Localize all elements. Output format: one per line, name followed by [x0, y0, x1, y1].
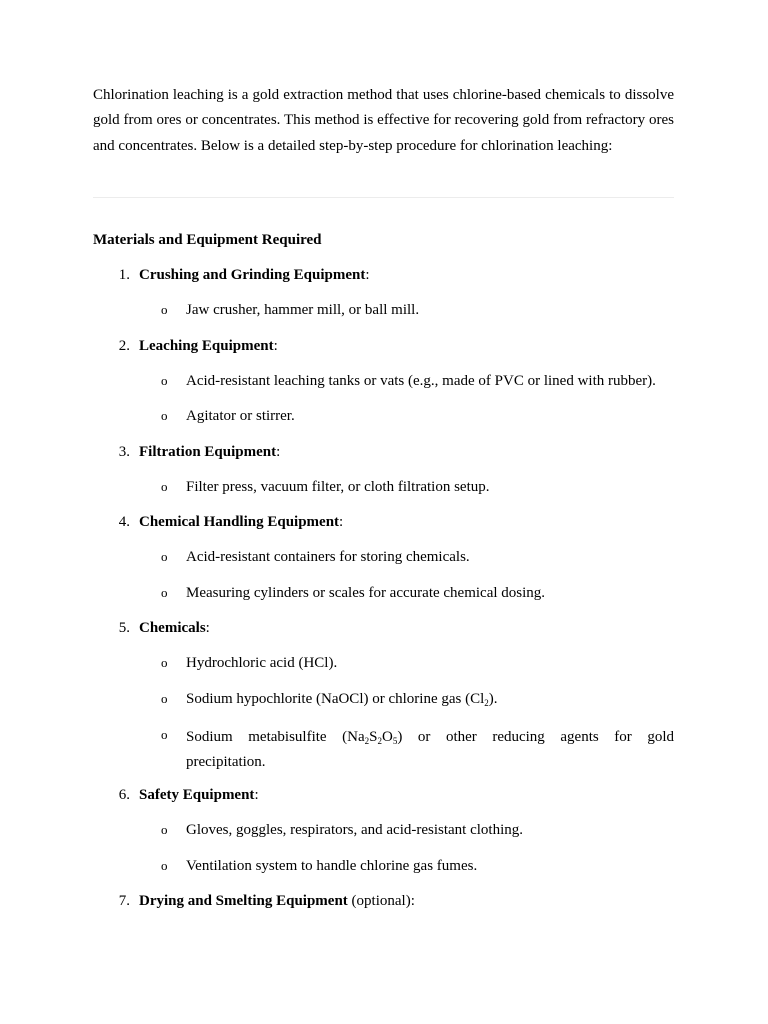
divider [93, 197, 674, 198]
list-item-text [139, 618, 210, 638]
list-number: 4. [118, 514, 130, 530]
sub-item-text: Acid-resistant containers for storing chemicals. [186, 549, 470, 565]
continuation-line: precipitation. [186, 754, 266, 770]
bullet-icon: o [161, 691, 168, 706]
list-item-title: Drying and Smelting Equipment [139, 893, 348, 909]
list-item-title: Filtration Equipment [139, 444, 277, 460]
word: or [417, 729, 431, 745]
list-number: 2. [118, 338, 130, 354]
chemical-formula [342, 725, 402, 750]
chemical-text-end: ). [488, 691, 498, 707]
list-item-text [139, 785, 259, 805]
bullet-icon: o [161, 822, 168, 837]
list-item-text [139, 891, 415, 911]
list-item-title: Safety Equipment [139, 787, 255, 803]
list-number: 1. [118, 267, 130, 283]
bullet-icon: o [161, 373, 168, 388]
sub-item-text: Agitator or stirrer. [186, 408, 295, 424]
word: other [445, 729, 477, 745]
list-item-suffix: : [276, 444, 281, 460]
sub-item-text: Filter press, vacuum filter, or cloth filtration setup. [186, 479, 490, 495]
chemical-text: Sodium hypochlorite (NaOCl) or chlorine gas (Cl [186, 691, 485, 707]
subscript: 2 [377, 736, 382, 746]
list-item-title: Crushing and Grinding Equipment [139, 267, 366, 283]
formula-part: (Na [342, 729, 365, 745]
subscript: 5 [392, 736, 398, 746]
word: metabisulfite [248, 729, 327, 745]
list-number: 6. [118, 787, 130, 803]
list-item-text [139, 442, 280, 462]
sub-item-text: Gloves, goggles, respirators, and acid-resistant clothing. [186, 822, 524, 838]
word: agents [560, 729, 599, 745]
bullet-icon: o [161, 479, 168, 494]
bullet-icon: o [161, 408, 168, 423]
word: Sodium [186, 729, 233, 745]
word: gold [647, 729, 674, 745]
list-item-suffix: (optional): [347, 893, 415, 909]
sub-item-text: Hydrochloric acid (HCl). [186, 655, 338, 671]
bullet-icon: o [161, 585, 168, 600]
sub-item-text: Acid-resistant leaching tanks or vats (e.g., made of PVC or lined with rubber). [186, 373, 656, 389]
list-item-title: Leaching Equipment [139, 338, 274, 354]
bullet-icon: o [161, 727, 168, 742]
sub-item-text [186, 689, 498, 709]
bullet-icon: o [161, 858, 168, 873]
formula-part: ) [397, 729, 403, 745]
list-item-suffix: : [254, 787, 259, 803]
list-item-text [139, 265, 370, 285]
justified-line [186, 725, 674, 750]
subscript: 2 [364, 736, 370, 746]
intro-paragraph: Chlorination leaching is a gold extraction method that uses chlorine-based chemicals to dissolve gold from ores or concentrates. This method is effective for recovering gold from refractory ores and concentrates. Below is a detailed step-by-step procedure for chlorination leaching: [93, 87, 674, 154]
bullet-icon: o [161, 655, 168, 670]
list-item-suffix: : [339, 514, 344, 530]
list-number: 5. [118, 620, 130, 636]
sub-item-text [186, 725, 674, 775]
formula-part: S [369, 729, 378, 745]
sub-item-text: Jaw crusher, hammer mill, or ball mill. [186, 302, 420, 318]
list-item-suffix: : [205, 620, 210, 636]
list-item-title: Chemical Handling Equipment [139, 514, 340, 530]
sub-item-text: Measuring cylinders or scales for accurate chemical dosing. [186, 585, 546, 601]
word: for [614, 729, 632, 745]
sub-item-text: Ventilation system to handle chlorine gas fumes. [186, 858, 478, 874]
list-item-text [139, 512, 343, 532]
subscript: 2 [484, 698, 489, 708]
word: reducing [492, 729, 545, 745]
section-heading: Materials and Equipment Required [93, 232, 322, 248]
list-item-title: Chemicals [139, 620, 206, 636]
list-item-suffix: : [365, 267, 370, 283]
bullet-icon: o [161, 302, 168, 317]
list-item-text [139, 336, 278, 356]
list-item-suffix: : [273, 338, 278, 354]
list-number: 7. [118, 893, 130, 909]
bullet-icon: o [161, 549, 168, 564]
formula-part: O [381, 729, 393, 745]
list-number: 3. [118, 444, 130, 460]
